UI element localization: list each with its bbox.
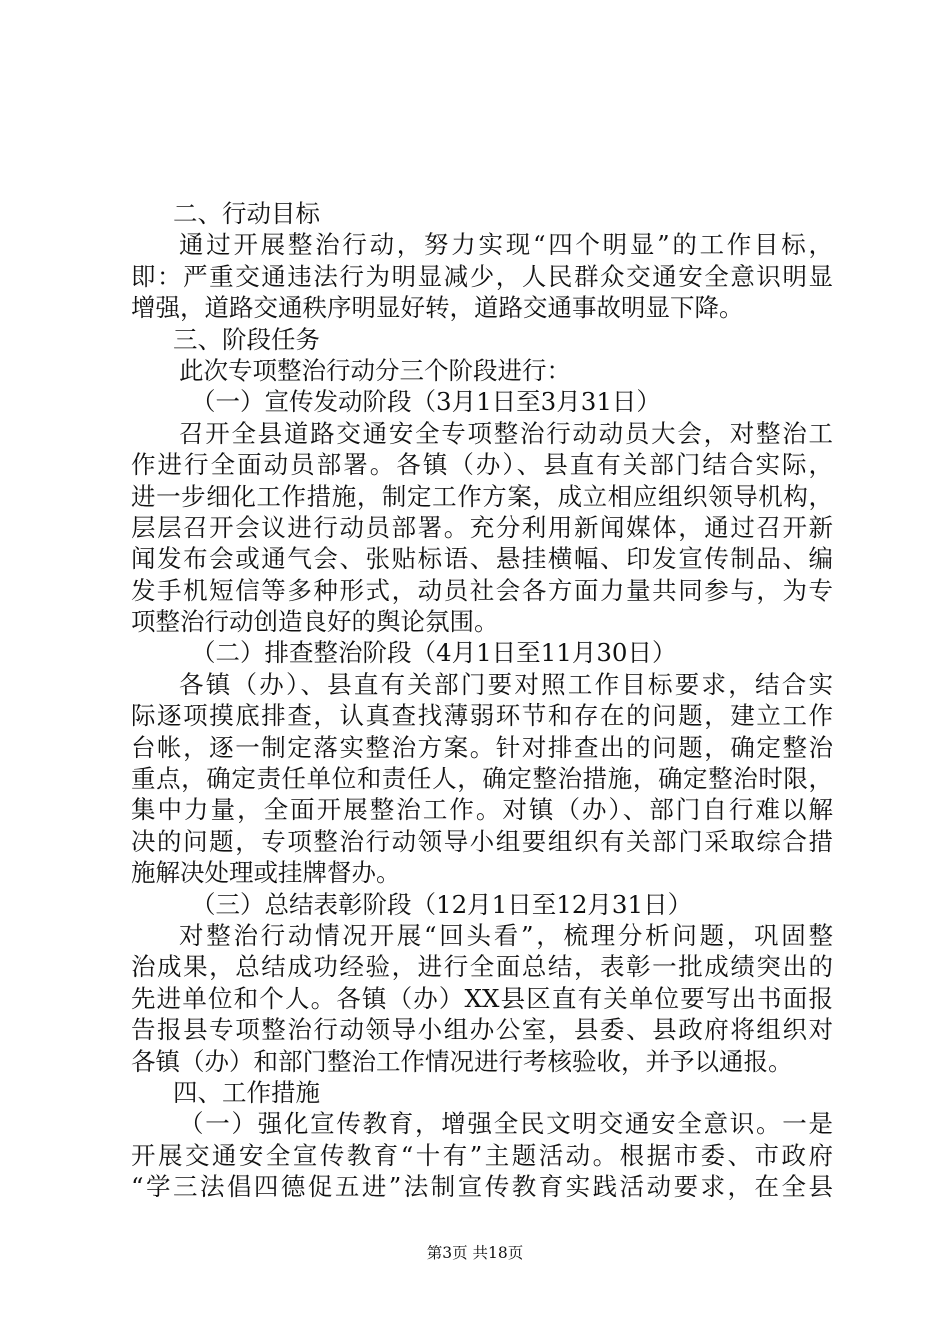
paragraph-line: 际逐项摸底排查，认真查找薄弱环节和存在的问题，建立工作 xyxy=(131,701,833,731)
paragraph-line: 即：严重交通违法行为明显减少，人民群众交通安全意识明显 xyxy=(131,261,833,291)
paragraph-line: 各镇（办）和部门整治工作情况进行考核验收，并予以通报。 xyxy=(131,1046,793,1076)
paragraph-line: 台帐，逐一制定落实整治方案。针对排查出的问题，确定整治 xyxy=(131,732,833,762)
subsection-heading: （三）总结表彰阶段（12月1日至12月31日） xyxy=(191,889,693,919)
subsection-heading: （二）排查整治阶段（4月1日至11月30日） xyxy=(191,638,677,668)
paragraph-line: 闻发布会或通气会、张贴标语、悬挂横幅、印发宣传制品、编 xyxy=(131,544,833,574)
paragraph-line: 发手机短信等多种形式，动员社会各方面力量共同参与，为专 xyxy=(131,575,833,605)
page-footer: 第3页 共18页 xyxy=(426,1244,524,1262)
section-heading: 二、行动目标 xyxy=(173,199,320,228)
paragraph-line: 召开全县道路交通安全专项整治行动动员大会，对整治工 xyxy=(179,418,833,448)
paragraph-line: 告报县专项整治行动领导小组办公室，县委、县政府将组织对 xyxy=(131,1015,833,1045)
paragraph-line: 增强，道路交通秩序明显好转，道路交通事故明显下降。 xyxy=(131,293,744,323)
paragraph-line: 此次专项整治行动分三个阶段进行： xyxy=(179,355,571,385)
paragraph-line: 集中力量，全面开展整治工作。对镇（办）、部门自行难以解 xyxy=(131,795,833,825)
section-heading: 四、工作措施 xyxy=(173,1077,320,1107)
paragraph-line: 进一步细化工作措施，制定工作方案，成立相应组织领导机构， xyxy=(131,481,833,511)
paragraph-line: 决的问题，专项整治行动领导小组要组织有关部门采取综合措 xyxy=(131,826,833,856)
document-body xyxy=(131,198,833,1203)
paragraph-line: 项整治行动创造良好的舆论氛围。 xyxy=(131,607,499,637)
paragraph-line: 对整治行动情况开展“回头看”，梳理分析问题，巩固整 xyxy=(179,920,833,950)
paragraph-line: 治成果，总结成功经验，进行全面总结，表彰一批成绩突出的 xyxy=(131,952,833,982)
paragraph-line: “学三法倡四德促五进”法制宣传教育实践活动要求，在全县 xyxy=(131,1172,833,1202)
subsection-heading: （一）宣传发动阶段（3月1日至3月31日） xyxy=(191,387,661,417)
paragraph-line: 重点，确定责任单位和责任人，确定整治措施，确定整治时限， xyxy=(131,764,833,794)
paragraph-line: 作进行全面动员部署。各镇（办）、县直有关部门结合实际， xyxy=(131,450,833,480)
paragraph-line: （一）强化宣传教育，增强全民文明交通安全意识。一是 xyxy=(179,1109,833,1139)
section-heading: 三、阶段任务 xyxy=(173,324,320,354)
paragraph-line: 施解决处理或挂牌督办。 xyxy=(131,858,401,888)
paragraph-line: 各镇（办）、县直有关部门要对照工作目标要求，结合实 xyxy=(179,669,833,699)
paragraph-line: 先进单位和个人。各镇（办）XX县区直有关单位要写出书面报 xyxy=(131,983,833,1013)
paragraph-line: 通过开展整治行动，努力实现“四个明显”的工作目标， xyxy=(179,230,833,260)
paragraph-line: 开展交通安全宣传教育“十有”主题活动。根据市委、市政府 xyxy=(131,1140,833,1170)
paragraph-line: 层层召开会议进行动员部署。充分利用新闻媒体，通过召开新 xyxy=(131,512,833,542)
